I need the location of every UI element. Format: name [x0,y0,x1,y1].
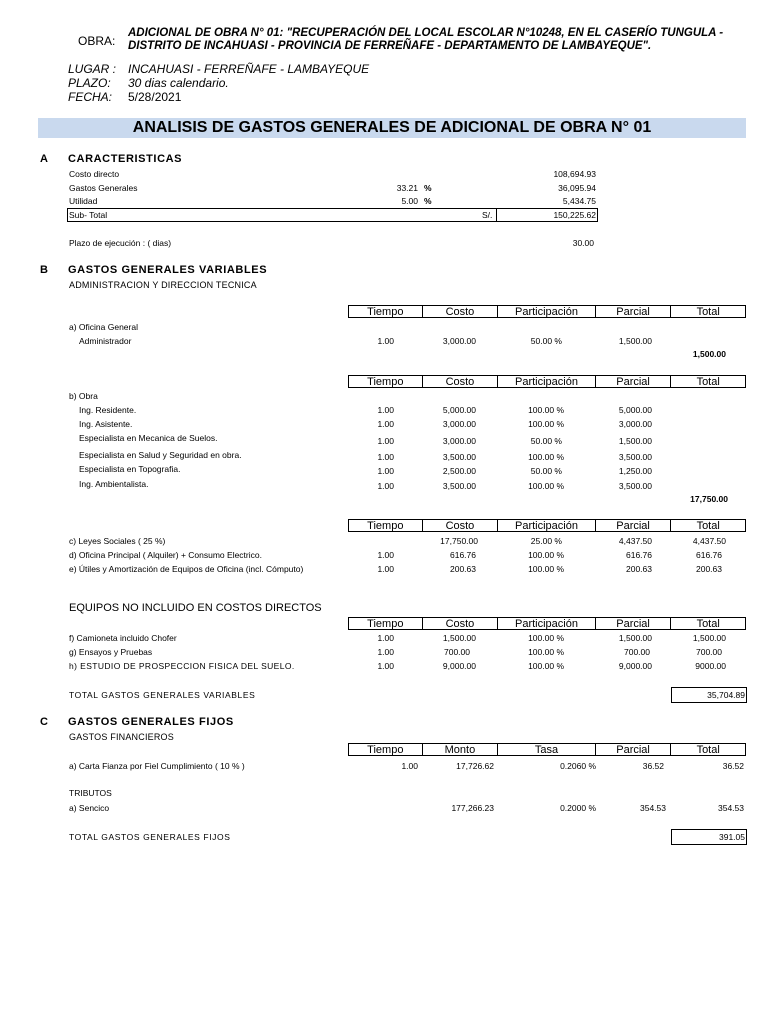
row-participacion: 100.00 % [528,452,564,462]
col-tiempo: Tiempo [349,520,423,531]
row-costo: 3,000.00 [442,419,476,429]
row-name: g) Ensayos y Pruebas [69,647,153,657]
gg-percent: 33.21 [396,183,418,193]
row-tiempo: 1.00 [377,405,394,415]
row-costo: 200.63 [450,564,476,574]
row-tiempo: 1.00 [377,481,394,491]
col-total: Total [696,744,720,756]
carta-fianza-parcial: 36.52 [642,761,664,771]
sencico-name: a) Sencico [69,803,110,813]
row-costo: 3,500.00 [442,452,476,462]
subtotal-value: 150,225.62 [553,210,596,220]
fecha-label: FECHA: [68,90,113,104]
carta-fianza-monto: 17,726.62 [456,761,494,771]
costo-directo-value: 108,694.93 [553,169,596,179]
obra-line-2: DISTRITO DE INCAHUASI - PROVINCIA DE FERREÑAFE - DEPARTAMENTO DE LAMBAYEQUE". [128,40,652,52]
sencico-tasa: 0.2000 % [560,803,596,813]
row-parcial: 700.00 [624,647,650,657]
sencico-monto: 177,266.23 [451,803,494,813]
col-costo: Costo [423,520,499,531]
col-total: Total [696,520,720,532]
row-total: 4,437.50 [692,536,726,546]
row-parcial: 616.76 [626,550,652,560]
row-participacion: 100.00 % [528,633,564,643]
row-participacion: 100.00 % [528,550,564,560]
row-total: 616.76 [696,550,722,560]
col-participacion: Participación [498,618,596,629]
col-parcial: Parcial [596,744,672,755]
gg-label: Gastos Generales [69,183,138,193]
col-monto: Monto [423,744,499,755]
row-parcial: 3,000.00 [618,419,652,429]
row-name: f) Camioneta incluido Chofer [69,633,177,643]
row-total: 1,500.00 [692,633,726,643]
total-fijos-value: 391.05 [719,832,745,842]
equipos-title: EQUIPOS NO INCLUIDO EN COSTOS DIRECTOS [69,602,322,614]
row-total: 200.63 [696,564,722,574]
obra-label: b) Obra [69,391,98,401]
total-variables-label: TOTAL GASTOS GENERALES VARIABLES [69,690,256,700]
row-parcial: 1,250.00 [618,466,652,476]
row-participacion: 100.00 % [528,405,564,415]
row-costo: 3,000.00 [442,336,476,346]
row-name: e) Útiles y Amortización de Equipos de Oficina (incl. Cómputo) [69,564,304,574]
utilidad-value: 5,434.75 [562,196,596,206]
costo-directo-label: Costo directo [69,169,120,179]
col-tiempo: Tiempo [349,618,423,629]
obra-label: OBRA: [78,34,116,48]
page-title: ANALISIS DE GASTOS GENERALES DE ADICIONAL DE OBRA N° 01 [132,119,652,136]
carta-fianza-name: a) Carta Fianza por Fiel Cumplimiento ( 10 % ) [69,761,245,771]
row-costo: 2,500.00 [442,466,476,476]
table-header-equipos [348,617,746,630]
sencico-total: 354.53 [718,803,744,813]
row-participacion: 100.00 % [528,647,564,657]
row-total: 9000.00 [695,661,726,671]
row-tiempo: 1.00 [377,661,394,671]
row-participacion: 100.00 % [528,661,564,671]
row-participacion: 25.00 % [530,536,562,546]
row-tiempo: 1.00 [377,564,394,574]
row-name: h) ESTUDIO DE PROSPECCION FISICA DEL SUELO. [69,661,295,671]
obra-line-1: ADICIONAL DE OBRA N° 01: "RECUPERACIÓN DEL LOCAL ESCOLAR N°10248, EN EL CASERÍO TUNGULA - [128,27,724,39]
gg-value: 36,095.94 [558,183,596,193]
col-participacion: Participación [498,306,596,317]
col-tiempo: Tiempo [349,376,423,387]
col-costo: Costo [423,376,499,387]
row-costo: 5,000.00 [442,405,476,415]
row-name: Ing. Ambientalista. [79,479,149,489]
row-name: Especialista en Mecanica de Suelos. [79,433,218,443]
section-b-letter: B [40,264,48,276]
row-name: c) Leyes Sociales ( 25 %) [69,536,166,546]
section-b-subtitle: ADMINISTRACION Y DIRECCION TECNICA [69,280,257,290]
plazo-value: 30 dias calendario. [128,76,229,90]
row-name: Especialista en Salud y Seguridad en obra. [79,450,242,460]
plazo-ejecucion-value: 30.00 [572,238,594,248]
fecha-value: 5/28/2021 [128,90,182,104]
col-costo: Costo [423,306,499,317]
row-name: Administrador [79,336,132,346]
carta-fianza-total: 36.52 [722,761,744,771]
section-a-title: CARACTERISTICAS [68,153,183,165]
row-name: d) Oficina Principal ( Alquiler) + Consumo Electrico. [69,550,262,560]
row-participacion: 50.00 % [530,436,562,446]
subtotal-label: Sub- Total [69,210,108,220]
col-parcial: Parcial [596,376,672,387]
row-parcial: 3,500.00 [618,481,652,491]
oficina-general-label: a) Oficina General [69,322,138,332]
lugar-value: INCAHUASI - FERREÑAFE - LAMBAYEQUE [128,62,370,76]
row-parcial: 1,500.00 [618,436,652,446]
row-tiempo: 1.00 [377,419,394,429]
row-name: Ing. Asistente. [79,419,133,429]
lugar-label: LUGAR : [68,62,117,76]
col-parcial: Parcial [596,520,672,531]
col-total: Total [696,376,720,388]
oficina-general-total: 1,500.00 [692,349,726,359]
obra-total: 17,750.00 [690,494,728,504]
row-parcial: 4,437.50 [618,536,652,546]
row-tiempo: 1.00 [377,336,394,346]
col-tiempo: Tiempo [349,744,423,755]
row-tiempo: 1.00 [377,633,394,643]
col-parcial: Parcial [596,618,672,629]
section-c-subtitle: GASTOS FINANCIEROS [69,732,174,742]
row-participacion: 50.00 % [530,466,562,476]
row-participacion: 50.00 % [530,336,562,346]
plazo-ejecucion-label: Plazo de ejecución : ( dias) [69,238,172,248]
section-c-title: GASTOS GENERALES FIJOS [68,716,234,728]
row-parcial: 9,000.00 [618,661,652,671]
section-c-letter: C [40,716,48,728]
row-total: 700.00 [696,647,722,657]
subtotal-currency: S/. [482,210,493,220]
utilidad-percent: 5.00 [401,196,418,206]
row-parcial: 3,500.00 [618,452,652,462]
col-total: Total [696,306,720,318]
row-name: Ing. Residente. [79,405,137,415]
col-tasa: Tasa [498,744,596,755]
carta-fianza-tiempo: 1.00 [401,761,418,771]
col-costo: Costo [423,618,499,629]
section-b-title: GASTOS GENERALES VARIABLES [68,264,268,276]
subtotal-divider [67,208,497,222]
row-parcial: 1,500.00 [618,633,652,643]
row-costo: 1,500.00 [442,633,476,643]
utilidad-label: Utilidad [69,196,98,206]
table-header-oficina [348,305,746,318]
row-parcial: 1,500.00 [618,336,652,346]
row-tiempo: 1.00 [377,647,394,657]
utilidad-percent-sign: % [424,196,432,206]
section-a-letter: A [40,153,48,165]
row-participacion: 100.00 % [528,419,564,429]
table-header-fijos [348,743,746,756]
row-costo: 3,000.00 [442,436,476,446]
sencico-parcial: 354.53 [640,803,666,813]
col-total: Total [696,618,720,630]
col-participacion: Participación [498,520,596,531]
row-parcial: 5,000.00 [618,405,652,415]
total-fijos-label: TOTAL GASTOS GENERALES FIJOS [69,832,231,842]
total-variables-value: 35,704.89 [707,690,745,700]
row-costo: 616.76 [450,550,476,560]
row-tiempo: 1.00 [377,466,394,476]
gg-percent-sign: % [424,183,432,193]
col-participacion: Participación [498,376,596,387]
row-participacion: 100.00 % [528,481,564,491]
row-costo: 700.00 [444,647,470,657]
row-name: Especialista en Topografia. [79,464,181,474]
row-parcial: 200.63 [626,564,652,574]
tributos-label: TRIBUTOS [69,788,112,798]
row-costo: 17,750.00 [440,536,478,546]
plazo-label: PLAZO: [68,76,111,90]
row-costo: 9,000.00 [442,661,476,671]
row-tiempo: 1.00 [377,452,394,462]
table-header-obra [348,375,746,388]
row-tiempo: 1.00 [377,550,394,560]
col-tiempo: Tiempo [349,306,423,317]
row-costo: 3,500.00 [442,481,476,491]
col-parcial: Parcial [596,306,672,317]
row-tiempo: 1.00 [377,436,394,446]
row-participacion: 100.00 % [528,564,564,574]
table-header-otros [348,519,746,532]
carta-fianza-tasa: 0.2060 % [560,761,596,771]
